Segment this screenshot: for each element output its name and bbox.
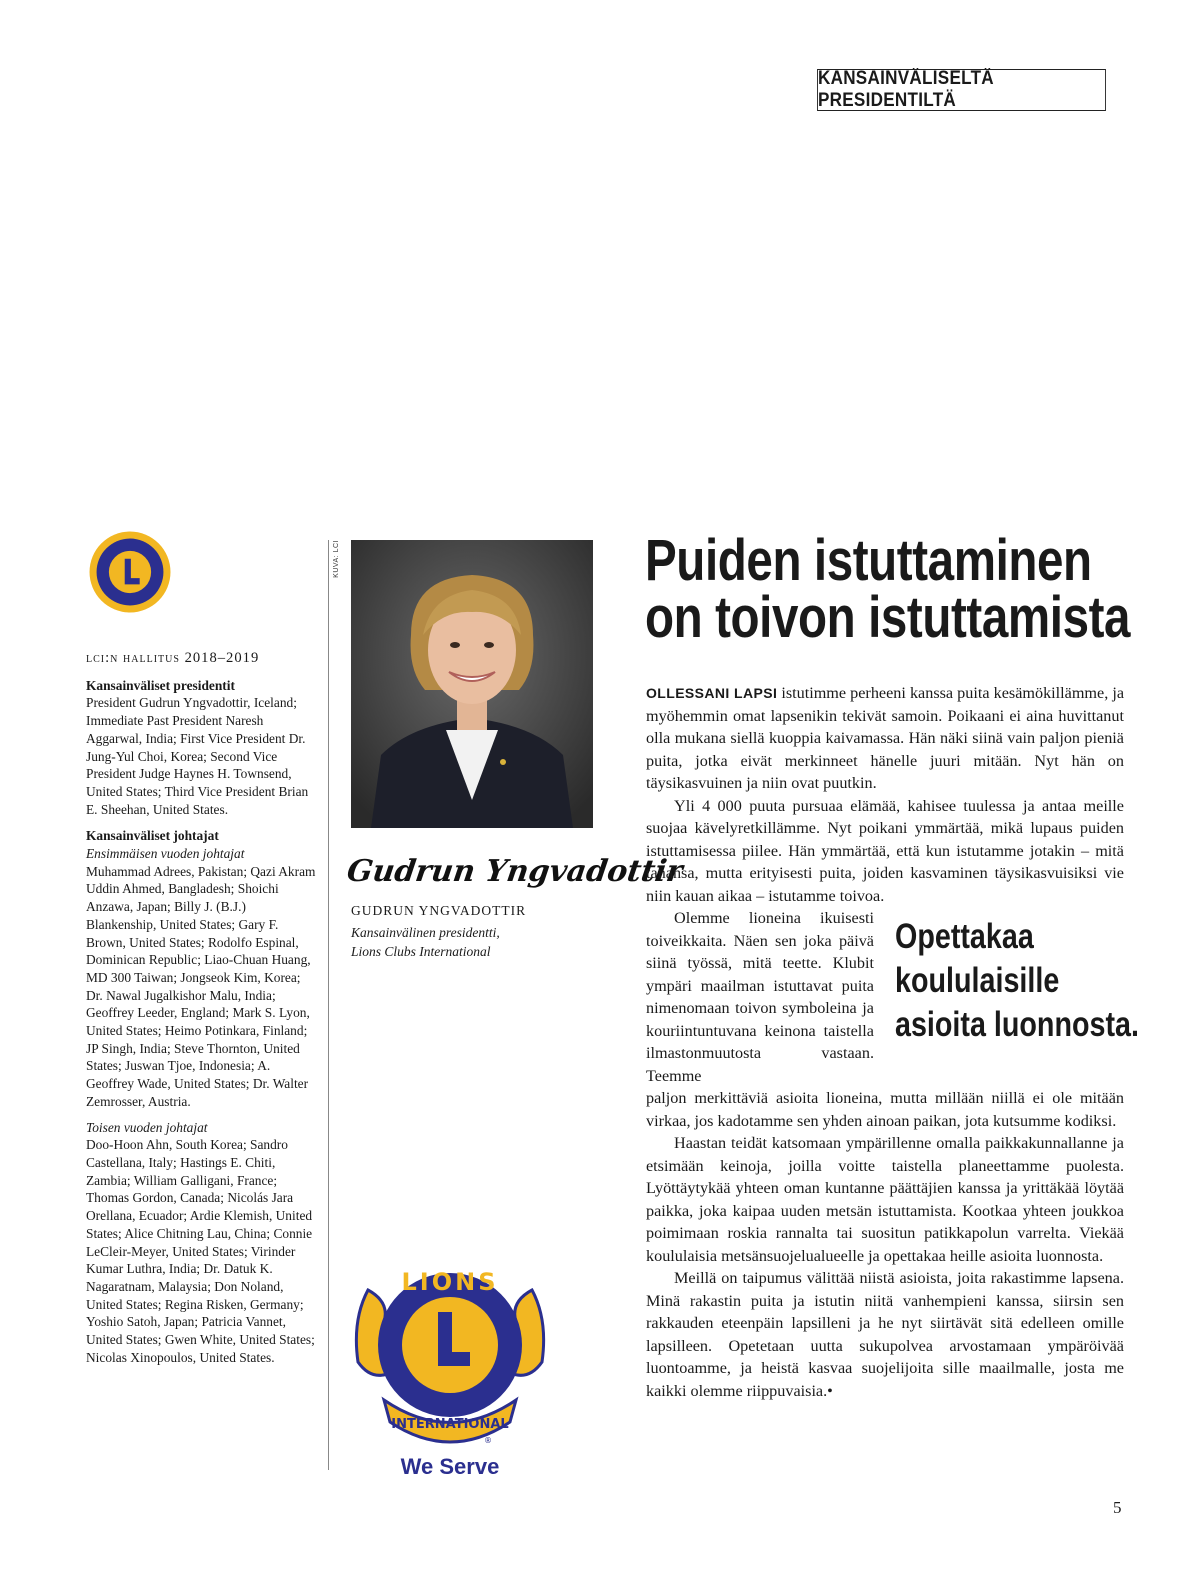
paragraph-1	[646, 682, 1124, 795]
first-year-heading: Ensimmäisen vuoden johtajat	[86, 846, 245, 862]
paragraph-3-narrow: Olemme lioneina ikuisesti toiveikkaita. Näen sen joka päivä siinä työssä, mitä teette. Klubit ympäri maailman istuttavat puita nimenomaan toivon symboleina ja kouriintuntuvana keinona taistella ilmastonmuutosta vastaan. Teemme	[646, 909, 874, 1085]
lions-international-logo-icon	[350, 1250, 550, 1480]
page-number: 5	[1113, 1498, 1122, 1517]
paragraph-5: Meillä on taipumus välittää niistä asioista, joita rakastimme lapsena. Minä rakastin puita ja istutin niitä vanhempieni kanssa, siirsin sen rakkauden eteenpäin lapsilleni ja he nyt siirtävät sitä edelleen omille lapsilleen. Opetetaan uutta sukupolvea arvostamaan ympäröivää luontoamme, ja heistä kasvaa suojelijoita sille maailmalle, josta me kaikki olemme riippuvaisia.•	[646, 1269, 1124, 1400]
paragraph-3-rest: paljon merkittäviä asioita lioneina, mutta millään niillä ei ole mitään virkaa, jos kadotamme sen yhden ainoan paikan, jota kutsumme kodiksi.	[646, 1089, 1124, 1130]
portrait-illustration	[351, 540, 593, 828]
intl-presidents-heading: Kansainväliset presidentit	[86, 677, 235, 693]
logo-tagline: We Serve	[400, 1454, 500, 1479]
intl-directors-heading: Kansainväliset johtajat	[86, 828, 219, 844]
paragraph-4: Haastan teidät katsomaan ympärillenne omalla paikkakunnallanne ja etsimään keinoja, joilla voitte taistella planeettamme puolesta. Lyöttäytykää yhteen oman kuntanne päättäjien kanssa ja yrittäkää löytää paikka, joka kaipaa uuden metsän istuttamista. Kootkaa yhteen joukkoa poimimaan roskia rannalta tai suositun patikkapolun varrelta. Viekää koululaisia metsänsuojelualueelle ja opettakaa heille asioita luonnosta.	[646, 1134, 1124, 1265]
signature	[344, 845, 685, 893]
board-title: lci:n hallitus 2018–2019	[86, 650, 260, 666]
article-body	[646, 682, 1139, 1402]
logo-word-top: LIONS	[401, 1268, 499, 1296]
pull-quote-line3: asioita luonnosta.	[895, 1005, 1139, 1044]
headline-line2: on toivon istuttamista	[645, 585, 1131, 650]
first-year-text: Muhammad Adrees, Pakistan; Qazi Akram Uddin Ahmed, Bangladesh; Shoichi Anzawa, Japan; Billy J. (B.J.) Blankenship, United States; Gary F. Brown, United States; Rodolfo Espinal, Dominican Republic; Liao-Chuan Huang, MD 300 Taiwan; Jongseok Kim, Korea; Dr. Nawal Jugalkishor Malu, India; Geoffrey Leeder, England; Mark S. Lyon, United States; Heimo Potinkara, Finland; JP Singh, India; Steve Thornton, United States; Juswan Tjoe, Indonesia; A. Geoffrey Wade, United States; Dr. Walter Zemrosser, Austria.	[86, 863, 316, 1109]
logo-registered-mark: ®	[484, 1436, 492, 1445]
second-year-heading: Toisen vuoden johtajat	[86, 1119, 208, 1135]
president-portrait	[351, 540, 593, 828]
article-headline	[645, 528, 1131, 650]
lead-word: OLLESSANI LAPSI	[646, 685, 778, 701]
logo-word-bottom: INTERNATIONAL	[391, 1417, 509, 1432]
president-role-line2: Lions Clubs International	[351, 944, 491, 959]
pull-quote-line1: Opettakaa	[895, 917, 1034, 956]
lions-logo-small-icon	[86, 528, 174, 616]
president-role	[351, 923, 591, 961]
photo-credit: KUVA: LCI	[333, 540, 340, 578]
intl-presidents-text: President Gudrun Yngvadottir, Iceland; Immediate Past President Naresh Aggarwal, India; First Vice President Dr. Jung-Yul Choi, Korea; Second Vice President Judge Haynes H. Townsend, United States; Third Vice President Brian E. Sheehan, United States.	[86, 695, 309, 817]
second-year-text: Doo-Hoon Ahn, South Korea; Sandro Castellana, Italy; Hastings E. Chiti, Zambia; William Galligani, France; Thomas Gordon, Canada; Nicolás Jara Orellana, Ecuador; Ardie Klemish, United States; Alice Chitning Lau, China; Connie LeCleir-Meyer, United States; Virinder Kumar Luthra, India; Dr. Datuk K. Nagaratnam, Malaysia; Don Noland, United States; Regina Risken, Germany; Yoshio Satoh, Japan; Patricia Vannet, United States; Gwen White, United States; Nicolas Xinopoulos, United States.	[86, 1137, 315, 1365]
paragraph-2: Yli 4 000 puuta pursuaa elämää, kahisee tuulessa ja antaa meille suojaa kävelyretkillämme. Nyt poikani ymmärtää, mikä lupaus puiden istuttamisessa piilee. Hän ymmärtää, että kun istutamme jotakin – mitä tahansa, mutta erityisesti puita, joiden kasvaminen täysikasvuisiksi vie niin kauan aikaa – istutamme toivoa.	[646, 796, 1124, 905]
headline-line1: Puiden istuttaminen	[645, 528, 1092, 593]
section-tag: KANSAINVÄLISELTÄ PRESIDENTILTÄ	[817, 69, 1106, 111]
paragraph-3-with-pullquote	[646, 907, 1139, 1087]
president-role-line1: Kansainvälinen presidentti,	[351, 925, 500, 940]
column-divider	[328, 540, 329, 1470]
president-name: GUDRUN YNGVADOTTIR	[351, 903, 527, 918]
board-sidebar	[86, 528, 318, 1366]
pull-quote-line2: koululaisille	[895, 961, 1060, 1000]
pull-quote	[895, 915, 1139, 1047]
signature-text: Gudrun Yngvadottir	[344, 854, 685, 889]
paragraph-1-rest: istutimme perheeni kanssa puita kesämökillämme, ja myöhemmin omat lapsenikin tekivät samoin. Poikaani ei aina huvittanut olla mukana siellä kuoppia kaivamassa. Hän näki siinä vain paljon pieniä puita, jotka eivät merkinneet hänelle juuri mitään. Nyt hän on täysikasvuinen ja niin ovat puutkin.	[646, 684, 1125, 792]
